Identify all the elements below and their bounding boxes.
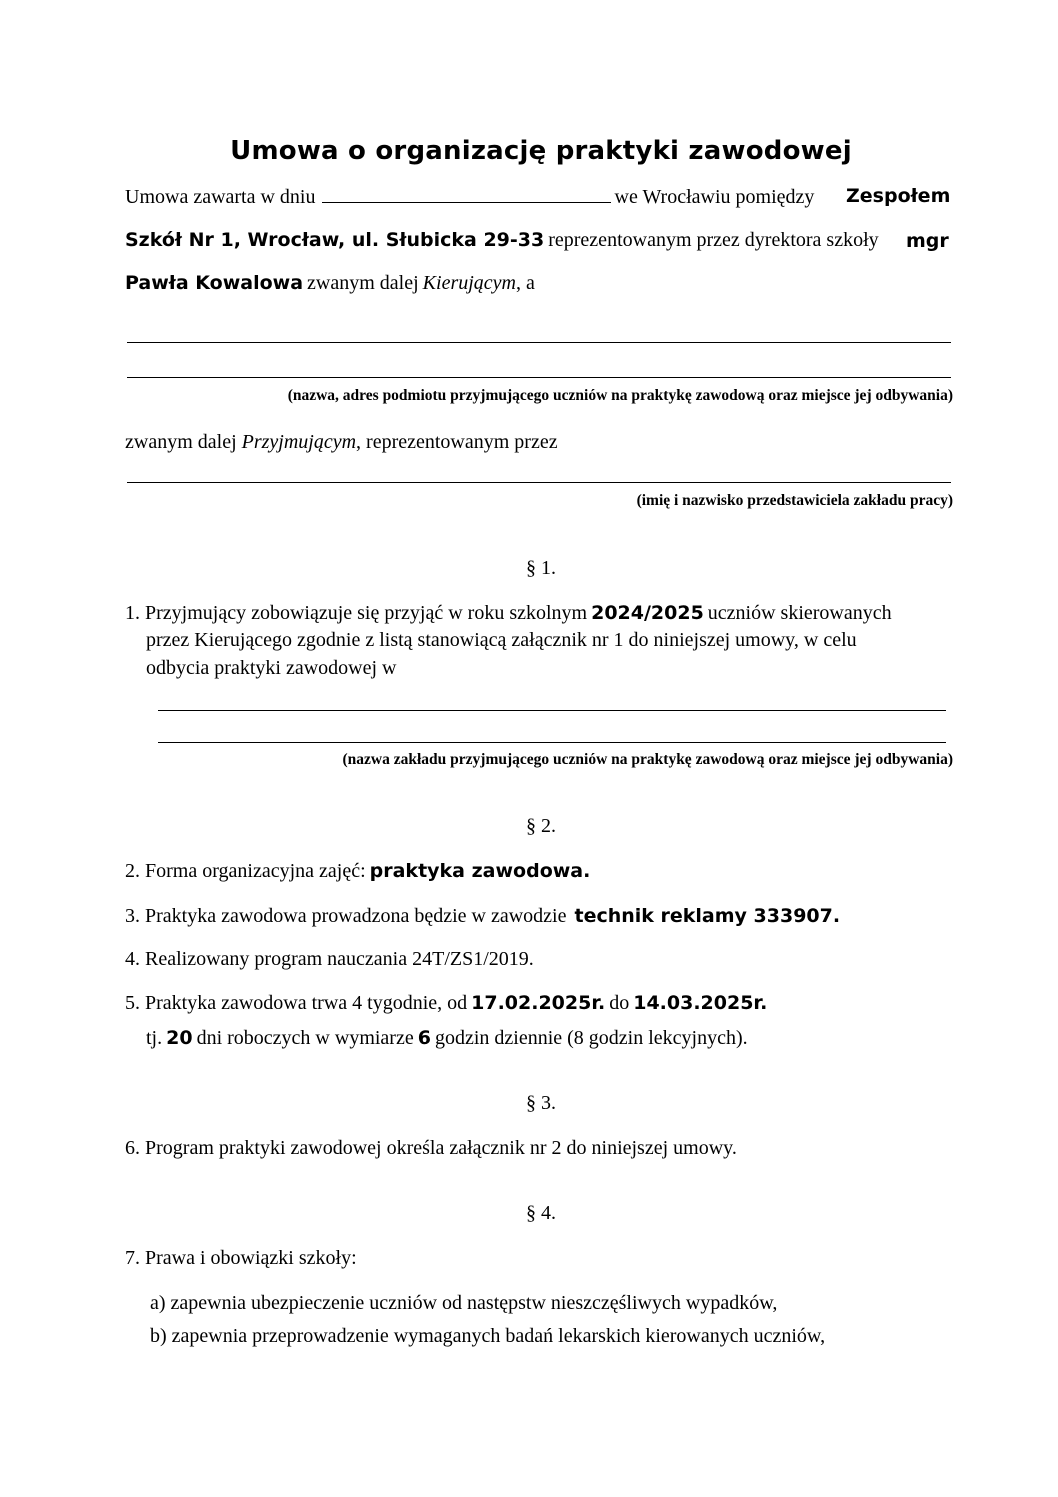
intro-text: we Wrocławiu pomiędzy	[614, 186, 815, 208]
point-1-line-2: przez Kierującego zgodnie z listą stanowiącą załącznik nr 1 do niniejszej umowy, w celu	[146, 629, 857, 651]
receiver-text: , reprezentowanym przez	[356, 431, 558, 453]
profession: technik reklamy 333907.	[574, 905, 841, 927]
point-5-line-1	[125, 992, 767, 1015]
school-name-part2: Szkół Nr 1, Wrocław, ul. Słubicka 29-33	[125, 229, 545, 251]
contract-date-field[interactable]	[322, 184, 611, 203]
intro-text: reprezentowanym przez dyrektora szkoły	[548, 229, 879, 251]
intro-line-2	[125, 229, 879, 252]
point-4: 4. Realizowany program nauczania 24T/ZS1/2019.	[125, 948, 534, 970]
point-1-line-3: odbycia praktyki zawodowej w	[146, 657, 397, 679]
receiver-text: zwanym dalej	[125, 431, 237, 453]
start-date: 17.02.2025r.	[471, 992, 606, 1014]
point-2	[125, 860, 590, 883]
point-5-text: do	[609, 992, 630, 1014]
intro-line-3	[125, 272, 535, 295]
representative-field[interactable]	[127, 482, 951, 483]
point-1-line-1	[125, 602, 892, 625]
intro-text: , a	[515, 272, 535, 294]
school-year: 2024/2025	[591, 602, 704, 624]
organizational-form: praktyka zawodowa.	[369, 860, 591, 882]
point-5-line-2	[146, 1027, 748, 1050]
document-title: Umowa o organizację praktyki zawodowej	[230, 136, 852, 166]
section-2-heading: § 2.	[526, 815, 556, 837]
point-5-text: tj.	[146, 1027, 163, 1049]
end-date: 14.03.2025r.	[633, 992, 768, 1014]
point-7-item-b: b) zapewnia przeprowadzenie wymaganych badań lekarskich kierowanych uczniów,	[150, 1325, 826, 1347]
director-name: Pawła Kowalowa	[125, 272, 304, 294]
receiver-line	[125, 431, 558, 454]
point-1-text: 1. Przyjmujący zobowiązuje się przyjąć w roku szkolnym	[125, 602, 588, 624]
working-days: 20	[166, 1027, 193, 1049]
point-2-text: 2. Forma organizacyjna zajęć:	[125, 860, 366, 882]
school-name-part1: Zespołem	[846, 185, 951, 207]
intro-text: Umowa zawarta w dniu	[125, 186, 316, 208]
section-1-heading: § 1.	[526, 557, 556, 579]
point-3-text: 3. Praktyka zawodowa prowadzona będzie w zawodzie	[125, 905, 567, 927]
point-7-item-a: a) zapewnia ubezpieczenie uczniów od następstw nieszczęśliwych wypadków,	[150, 1292, 778, 1314]
point-6: 6. Program praktyki zawodowej określa załącznik nr 2 do niniejszej umowy.	[125, 1137, 737, 1159]
point-3	[125, 905, 840, 928]
point-5-text: godzin dziennie (8 godzin lekcyjnych).	[434, 1027, 748, 1049]
workplace-field-1[interactable]	[158, 710, 946, 711]
receiver-name-field-1[interactable]	[127, 342, 951, 343]
daily-hours: 6	[417, 1027, 431, 1049]
przyjmujacy-term: Przyjmującym	[241, 431, 357, 453]
director-title: mgr	[906, 230, 949, 252]
representative-caption: (imię i nazwisko przedstawiciela zakładu pracy)	[636, 492, 953, 509]
point-1-text: uczniów skierowanych	[707, 602, 892, 624]
intro-line-1	[125, 184, 814, 209]
intro-text: zwanym dalej	[307, 272, 419, 294]
point-5-text: dni roboczych w wymiarze	[196, 1027, 414, 1049]
receiver-field-caption: (nazwa, adres podmiotu przyjmującego uczniów na praktykę zawodową oraz miejsce jej odbywania)	[287, 387, 953, 404]
kierujacy-term: Kierującym	[422, 272, 516, 294]
section-4-heading: § 4.	[526, 1202, 556, 1224]
point-7: 7. Prawa i obowiązki szkoły:	[125, 1247, 357, 1269]
receiver-name-field-2[interactable]	[127, 377, 951, 378]
workplace-field-2[interactable]	[158, 742, 946, 743]
section-3-heading: § 3.	[526, 1092, 556, 1114]
workplace-caption: (nazwa zakładu przyjmującego uczniów na praktykę zawodową oraz miejsce jej odbywania)	[342, 751, 953, 768]
point-5-text: 5. Praktyka zawodowa trwa 4 tygodnie, od	[125, 992, 468, 1014]
